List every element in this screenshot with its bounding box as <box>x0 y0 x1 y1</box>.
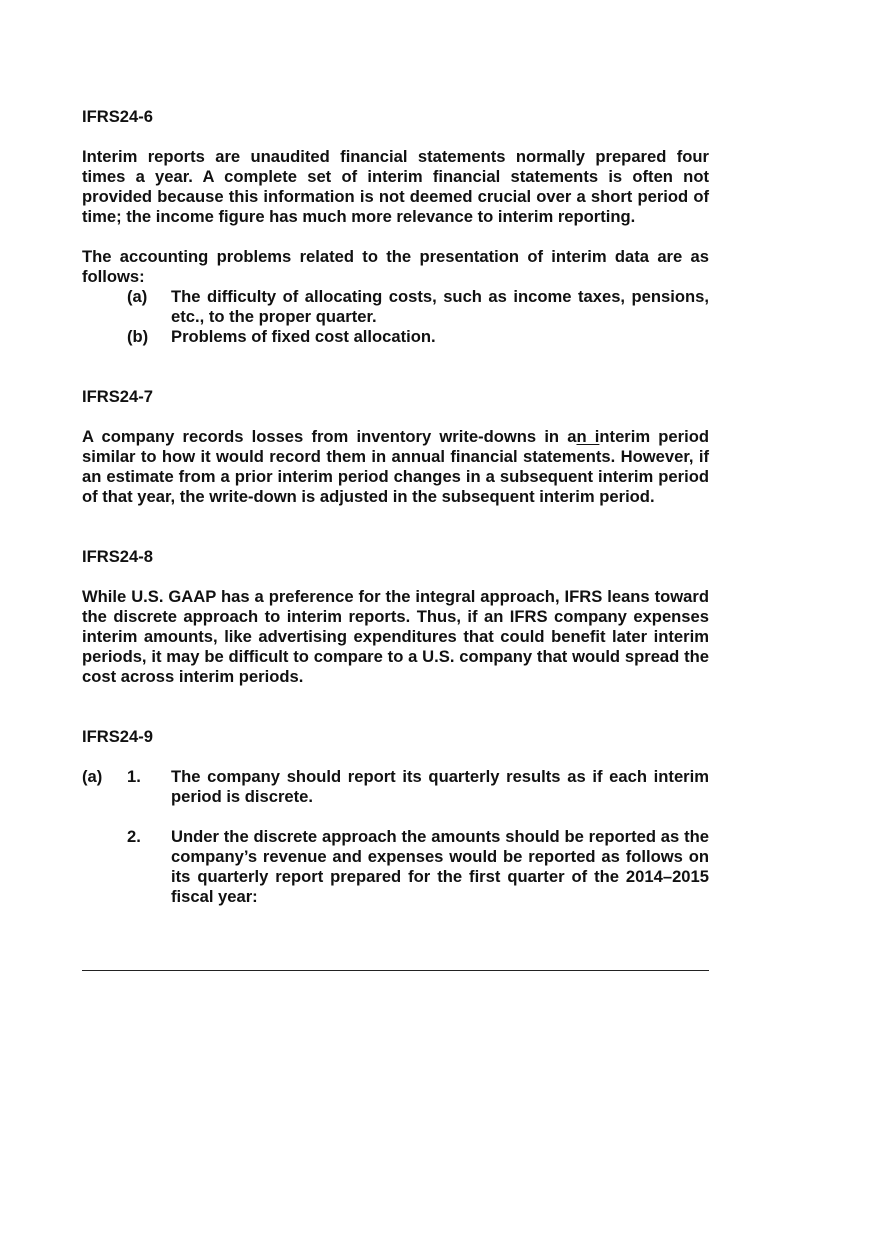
list-item-number: 2. <box>127 827 141 846</box>
section-heading-ifrs24-6: IFRS24-6 <box>82 107 154 126</box>
paragraph-interim-reports: Interim reports are unaudited financial statements normally prepared four times a year. A complete set of interim financial statements is often not provided because this information is not deemed crucial over a short period of time; the income figure has much more relevance to interim reporting. <box>82 147 709 226</box>
horizontal-rule <box>82 970 709 971</box>
list-item-text: The company should report its quarterly results as if each interim period is discrete. <box>171 767 709 806</box>
paragraph-text-start: A company records losses from inventory write-downs in a <box>82 427 577 446</box>
list-item <box>82 327 709 347</box>
list-item <box>82 767 709 807</box>
document-page <box>82 107 709 907</box>
list-item-label: (b) <box>127 327 149 346</box>
underlined-text: n i <box>576 427 600 446</box>
paragraph-gaap-vs-ifrs: While U.S. GAAP has a preference for the integral approach, IFRS leans toward the discrete approach to interim reports. Thus, if an IFRS company expenses interim amounts, like advertising expenditures that could benefit later interim periods, it may be difficult to compare to a U.S. company that would spread the cost across interim periods. <box>82 587 709 686</box>
section-heading-ifrs24-7: IFRS24-7 <box>82 387 154 406</box>
list-item-text: Under the discrete approach the amounts should be reported as the company’s revenue and expenses would be reported as follows on its quarterly report prepared for the first quarter of the 2014–2015 fiscal year: <box>171 827 709 906</box>
list-item-text: The difficulty of allocating costs, such as income taxes, pensions, etc., to the proper quarter. <box>171 287 709 326</box>
list-item-text: Problems of fixed cost allocation. <box>171 327 436 346</box>
part-label: (a) <box>82 767 103 786</box>
section-heading-ifrs24-8: IFRS24-8 <box>82 547 154 566</box>
list-item-label: (a) <box>127 287 148 306</box>
paragraph-accounting-problems: The accounting problems related to the presentation of interim data are as follows: <box>82 247 709 286</box>
list-item <box>82 827 709 907</box>
paragraph-text-end: nterim period similar to how it would record them in annual financial statements. However, if an estimate from a prior interim period changes in a subsequent interim period of that year, the write-down is adjusted in the subsequent interim period. <box>82 427 709 506</box>
paragraph-inventory-write-downs <box>82 427 709 507</box>
list-item <box>82 287 709 327</box>
section-heading-ifrs24-9: IFRS24-9 <box>82 727 154 746</box>
list-item-number: 1. <box>127 767 141 786</box>
